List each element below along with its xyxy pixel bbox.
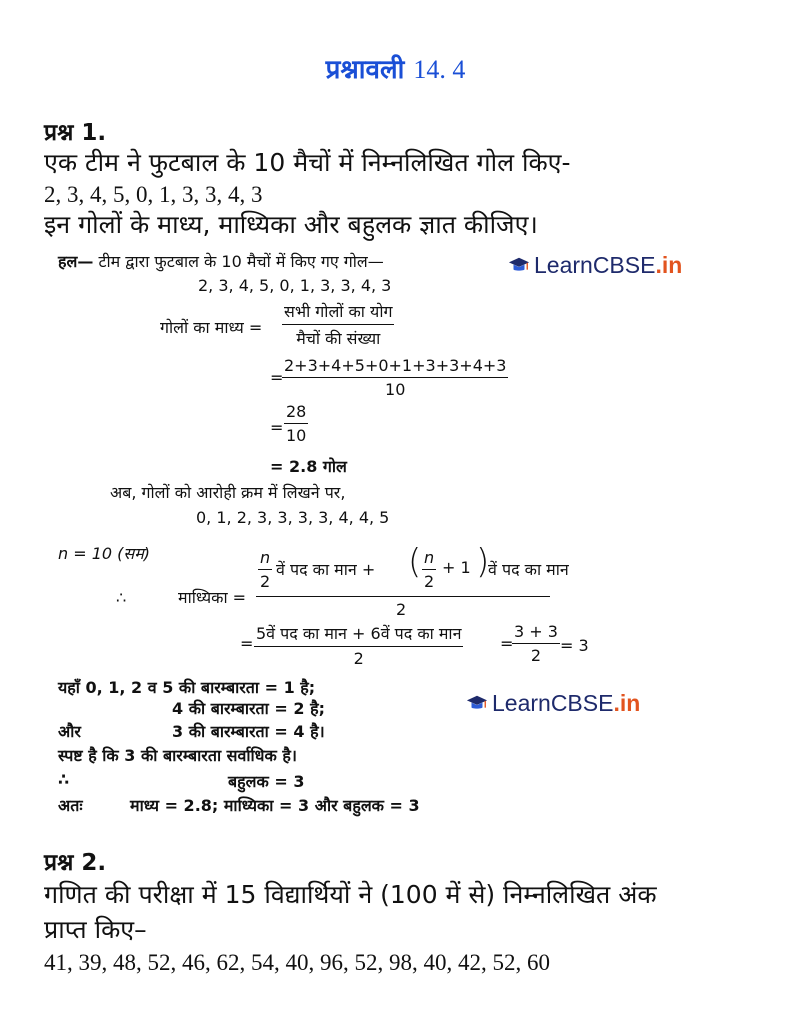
goals-list: 2, 3, 4, 5, 0, 1, 3, 3, 4, 3 [198, 276, 392, 295]
logo-ext-text: .in [613, 690, 641, 716]
question-1-numbers: 2, 3, 4, 5, 0, 1, 3, 3, 4, 3 [44, 182, 263, 207]
median-step-denominator: 2 [353, 649, 364, 668]
therefore-symbol-2: ∴ [58, 770, 70, 789]
median-n: n [258, 548, 272, 570]
graduation-cap-icon [466, 693, 488, 715]
equals-sign-1: = [270, 368, 284, 387]
question-2-label: प्रश्न 2. [44, 850, 107, 876]
heading-number: 14. 4 [413, 55, 466, 84]
ratio-denominator: 10 [286, 426, 307, 445]
frequency-and: और [58, 722, 81, 741]
median-eq-a: = [240, 634, 254, 653]
median-33-numerator: 3 + 3 [512, 622, 560, 644]
max-frequency-statement: स्पष्ट है कि 3 की बारम्बारता सर्वाधिक है। [58, 746, 297, 765]
logo-ext-text: .in [655, 252, 683, 278]
therefore-symbol: ∴ [116, 588, 127, 607]
sum-denominator: 10 [385, 380, 406, 399]
logo-main-text: LearnCBSE [534, 252, 656, 278]
heading-label: प्रश्नावली [325, 55, 405, 85]
median-numerator [256, 542, 569, 597]
question-1-instruction: इन गोलों के माध्य, माध्यिका और बहुलक ज्ञात कीजिए। [44, 210, 538, 239]
solution-intro-text: टीम द्वारा फुटबाल के 10 मैचों में किए गए गोल— [93, 252, 384, 271]
sum-numerator: 2+3+4+5+0+1+3+3+4+3 [282, 356, 508, 378]
median-term2: वें पद का मान [488, 560, 569, 579]
median-two-a: 2 [259, 572, 271, 591]
mean-fraction [282, 300, 394, 349]
right-paren: ) [476, 542, 490, 582]
mean-denominator: मैचों की संख्या [296, 329, 381, 348]
mean-numerator: सभी गोलों का योग [282, 300, 394, 325]
median-n-over-2 [258, 548, 272, 591]
question-2-numbers: 41, 39, 48, 52, 46, 62, 54, 40, 96, 52, 98, 40, 42, 52, 60 [44, 950, 550, 975]
median-result: = 3 [560, 636, 589, 655]
left-paren: ( [408, 542, 422, 582]
ascending-list: 0, 1, 2, 3, 3, 3, 3, 4, 4, 5 [196, 508, 390, 527]
median-33-fraction [512, 622, 560, 665]
mode-result: बहुलक = 3 [228, 772, 305, 791]
median-step-numerator: 5वें पद का मान + 6वें पद का मान [254, 622, 463, 647]
ascending-text: अब, गोलों को आरोही क्रम में लिखने पर, [110, 483, 346, 502]
final-ata: अतः [58, 796, 83, 815]
median-two-b: 2 [423, 572, 435, 591]
median-label: माध्यिका = [178, 588, 247, 607]
mean-result: = 2.8 गोल [270, 457, 347, 476]
equals-sign-2: = [270, 418, 284, 437]
median-term1: वें पद का मान + [276, 560, 376, 579]
sum-fraction [282, 356, 508, 399]
question-1-label: प्रश्न 1. [44, 120, 107, 146]
median-n2-over-2 [422, 548, 436, 591]
median-n2: n [422, 548, 436, 570]
question-2-text-line2: प्राप्त किए– [44, 915, 147, 944]
ratio-fraction [284, 402, 308, 445]
learncbse-logo-top [508, 252, 682, 279]
frequency-line-2: 4 की बारम्बारता = 2 है; [172, 699, 325, 718]
median-33-denominator: 2 [530, 646, 542, 665]
median-plus-one: + 1 [442, 558, 471, 577]
graduation-cap-icon [508, 255, 530, 277]
median-step-fraction [254, 622, 463, 668]
question-2-text: गणित की परीक्षा में 15 विद्यार्थियों ने (100 में से) निम्नलिखित अंक [44, 880, 657, 909]
solution-label: हल— [58, 252, 94, 271]
learncbse-logo-middle [466, 690, 640, 717]
logo-main-text: LearnCBSE [492, 690, 614, 716]
frequency-line-1: यहाँ 0, 1, 2 व 5 की बारम्बारता = 1 है; [58, 678, 316, 697]
median-denominator: 2 [396, 600, 407, 619]
ratio-numerator: 28 [284, 402, 308, 424]
solution-intro [58, 250, 384, 272]
exercise-heading [0, 50, 791, 86]
final-answer: माध्य = 2.8; माध्यिका = 3 और बहुलक = 3 [130, 796, 420, 815]
median-eq-b: = [500, 634, 514, 653]
question-1-text: एक टीम ने फुटबाल के 10 मैचों में निम्नलिखित गोल किए- [44, 148, 571, 177]
frequency-line-3: 3 की बारम्बारता = 4 है। [172, 722, 325, 741]
mean-label: गोलों का माध्य = [160, 318, 263, 337]
n-value: n = 10 (सम) [58, 544, 151, 563]
